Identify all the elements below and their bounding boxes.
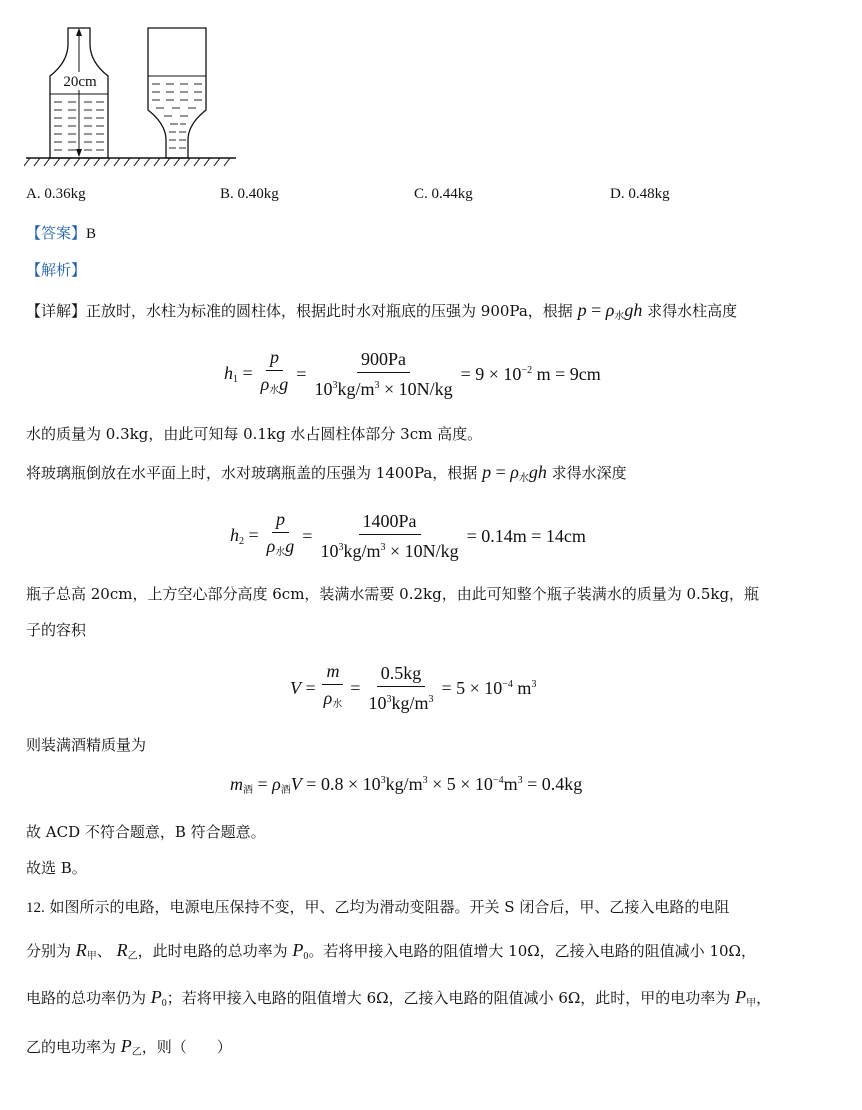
detail-line-7: 故 ACD 不符合题意，B 符合题意。: [26, 823, 266, 841]
detail-line-8: 故选 B。: [26, 859, 87, 877]
pressure-formula-inline: $p = \rho_水gh$: [577, 300, 643, 322]
detail-line-3: 将玻璃瓶倒放在水平面上时，水对玻璃瓶盖的压强为 1400Pa，根据 $p = \rho_水gh$ 求得水深度: [26, 462, 627, 484]
formula-alcohol-mass: $m_酒 = \rho_酒V = 0.8 \times 10^3kg/m^3 \times 5 \times 10^{-4}m^3 = 0.4kg$: [230, 774, 583, 796]
analysis-tag: 【解析】: [26, 261, 87, 279]
ground-hatching: [24, 158, 230, 166]
bottle-figure: [24, 24, 238, 172]
option-c: C. 0.44kg: [414, 186, 473, 202]
height-label: 20cm: [63, 74, 97, 90]
question-12-line-3: 电路的总功率仍为 $P_0$；若将甲接入电路的阻值增大 6Ω，乙接入电路的阻值减小 6Ω，此时，甲的电功率为 $P_甲$，: [26, 987, 772, 1009]
question-12-line-4: 乙的电功率为 $P_乙$，则（ ）: [26, 1036, 232, 1058]
detail-line-2: 水的质量为 0.3kg，由此可知每 0.1kg 水占圆柱体部分 3cm 高度。: [26, 425, 483, 443]
formula-h1: $h_1$ = $\frac{p}{\rho_水g}$ = $\frac{900Pa}{10^3kg/m^3 \times 10N/kg}$ = $9 \times 10^{-2}$ m = 9cm: [224, 347, 601, 399]
height-arrow-bottom-head: [76, 149, 82, 157]
option-a: A. 0.36kg: [26, 186, 86, 202]
answer-tag: 【答案】: [26, 224, 87, 242]
question-12-line-1: 12. 如图所示的电路，电源电压保持不变，甲、乙均为滑动变阻器。开关 S 闭合后，甲、乙接入电路的电阻: [26, 898, 730, 916]
height-arrow-top-head: [76, 28, 82, 36]
detail-line-4: 瓶子总高 20cm，上方空心部分高度 6cm，装满水需要 0.2kg，由此可知整个瓶子装满水的质量为 0.5kg，瓶: [26, 585, 760, 603]
detail-line-5: 子的容积: [26, 621, 87, 639]
question-number: 12.: [26, 900, 45, 916]
answer-value: B: [86, 226, 97, 242]
inverted-bottle-outline: [148, 28, 206, 158]
formula-volume: V = $\frac{m}{\rho_水}$ = $\frac{0.5kg}{10^3kg/m^3}$ = $5 \times 10^{-4}$ $m^3$: [290, 661, 537, 713]
detail-line-6: 则装满酒精质量为: [26, 736, 147, 754]
detail-line-1: 【详解】正放时，水柱为标准的圆柱体，根据此时水对瓶底的压强为 900Pa，根据 $p = \rho_水gh$ 求得水柱高度: [26, 300, 738, 322]
answer-line: [26, 222, 96, 243]
question-12-line-2: 分别为 $R_甲$、 $R_乙$，此时电路的总功率为 $P_0$。若将甲接入电路的阻值增大 10Ω，乙接入电路的阻值减小 10Ω，: [26, 940, 756, 962]
formula-h2: $h_2$ = $\frac{p}{\rho_水g}$ = $\frac{1400Pa}{10^3kg/m^3 \times 10N/kg}$ = 0.14m = 14cm: [230, 509, 586, 561]
inverted-bottle-water: [148, 76, 206, 148]
detail-tag: 【详解】: [26, 302, 87, 320]
option-b: B. 0.40kg: [220, 186, 279, 202]
option-d: D. 0.48kg: [610, 186, 670, 202]
